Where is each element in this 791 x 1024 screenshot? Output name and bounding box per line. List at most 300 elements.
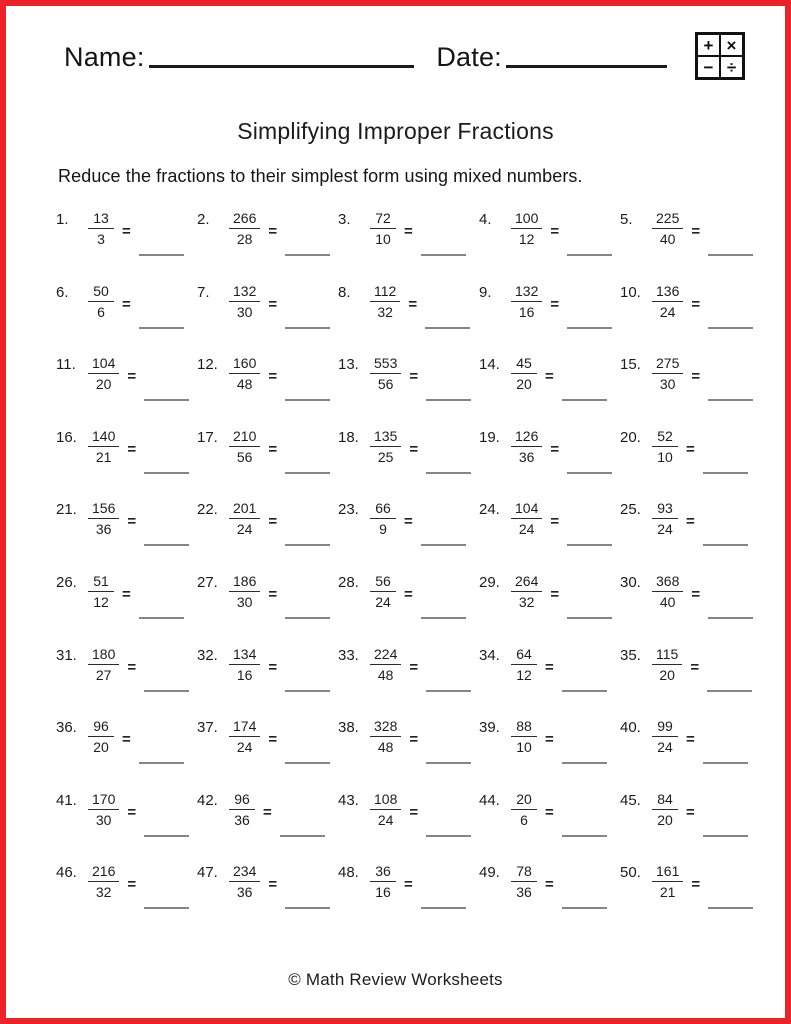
date-label: Date: xyxy=(436,42,502,72)
problem-number: 47. xyxy=(197,864,218,882)
equals-sign: = xyxy=(691,585,701,603)
equals-sign: = xyxy=(691,368,701,386)
problem-number: 8. xyxy=(338,283,351,301)
equals-sign: = xyxy=(404,876,413,894)
answer-blank[interactable] xyxy=(562,907,607,909)
fraction xyxy=(511,500,542,537)
equals-sign: = xyxy=(409,368,419,386)
fraction xyxy=(511,573,542,610)
problem-item xyxy=(479,710,620,783)
equals-sign: = xyxy=(268,876,278,894)
answer-blank[interactable] xyxy=(703,544,748,546)
problem-number: 22. xyxy=(197,501,218,519)
answer-blank[interactable] xyxy=(562,835,607,837)
fraction xyxy=(370,428,401,465)
problem-number: 25. xyxy=(620,501,641,519)
problem-number: 6. xyxy=(56,283,69,301)
name-line[interactable] xyxy=(149,65,415,68)
fraction-denominator: 20 xyxy=(516,376,532,393)
fraction-denominator: 30 xyxy=(236,303,253,320)
problem-item xyxy=(56,783,197,856)
fraction-denominator: 21 xyxy=(95,448,112,465)
fraction-numerator: 115 xyxy=(652,646,682,665)
problem-number: 41. xyxy=(56,791,77,809)
fraction-numerator: 134 xyxy=(229,646,260,665)
fraction-numerator: 368 xyxy=(652,573,683,592)
problem-number: 2. xyxy=(197,211,210,228)
fraction-numerator: 50 xyxy=(88,283,114,302)
answer-blank[interactable] xyxy=(426,762,471,764)
answer-blank[interactable] xyxy=(285,472,330,474)
answer-blank[interactable] xyxy=(139,254,184,256)
fraction-numerator: 45 xyxy=(511,355,537,374)
fraction-denominator: 24 xyxy=(659,303,676,320)
fraction xyxy=(88,428,119,465)
answer-blank[interactable] xyxy=(567,544,612,546)
answer-blank[interactable] xyxy=(426,690,471,692)
equals-sign: = xyxy=(404,513,413,531)
fraction-numerator: 36 xyxy=(370,863,396,882)
fraction-denominator: 24 xyxy=(657,739,673,756)
equals-sign: = xyxy=(691,295,701,313)
equals-sign: = xyxy=(550,440,560,458)
fraction-denominator: 36 xyxy=(516,884,532,901)
fraction-denominator: 36 xyxy=(518,448,535,465)
fraction xyxy=(370,573,396,610)
equals-sign: = xyxy=(404,585,413,603)
fraction-denominator: 56 xyxy=(236,448,253,465)
fraction-denominator: 3 xyxy=(97,231,105,248)
fraction xyxy=(370,355,401,392)
fraction-numerator: 140 xyxy=(88,428,119,447)
problem-item xyxy=(479,855,620,928)
answer-blank[interactable] xyxy=(285,399,330,401)
problem-number: 3. xyxy=(338,211,351,228)
answer-blank[interactable] xyxy=(285,617,330,619)
equals-sign: = xyxy=(690,658,700,676)
fraction xyxy=(370,863,396,900)
answer-blank[interactable] xyxy=(285,327,330,329)
equals-sign: = xyxy=(404,223,413,240)
problem-item xyxy=(620,565,761,638)
fraction-denominator: 40 xyxy=(659,231,676,248)
fraction-denominator: 24 xyxy=(236,739,253,756)
problem-item xyxy=(479,638,620,711)
footer-copyright: © Math Review Worksheets xyxy=(288,970,503,989)
equals-sign: = xyxy=(268,658,278,676)
fraction-denominator: 6 xyxy=(520,811,528,828)
problem-number: 42. xyxy=(197,791,218,809)
problem-item xyxy=(338,783,479,856)
equals-sign: = xyxy=(550,295,560,313)
answer-blank[interactable] xyxy=(144,472,189,474)
answer-blank[interactable] xyxy=(144,835,189,837)
fraction-numerator: 224 xyxy=(370,646,401,665)
instructions: Reduce the fractions to their simplest form using mixed numbers. xyxy=(58,166,583,186)
fraction-denominator: 30 xyxy=(659,376,676,393)
answer-blank[interactable] xyxy=(421,617,466,619)
problem-number: 9. xyxy=(479,283,492,301)
problem-number: 26. xyxy=(56,573,77,591)
fraction-numerator: 56 xyxy=(370,573,396,592)
fraction xyxy=(370,718,401,755)
fraction-numerator: 99 xyxy=(652,718,678,737)
fraction xyxy=(229,500,260,537)
multiply-icon: × xyxy=(721,35,742,55)
equals-sign: = xyxy=(691,223,701,240)
equals-sign: = xyxy=(409,803,419,821)
answer-blank[interactable] xyxy=(144,690,189,692)
problem-item xyxy=(338,347,479,420)
answer-blank[interactable] xyxy=(285,544,330,546)
problem-number: 13. xyxy=(338,356,359,374)
fraction xyxy=(511,646,537,683)
fraction xyxy=(370,283,400,320)
fraction xyxy=(229,355,260,392)
answer-blank[interactable] xyxy=(285,254,330,256)
problem-number: 24. xyxy=(479,501,500,519)
fraction-denominator: 20 xyxy=(659,666,675,683)
problem-item xyxy=(197,855,338,928)
answer-blank[interactable] xyxy=(708,907,753,909)
plus-icon: + xyxy=(698,35,719,55)
name-label: Name: xyxy=(64,42,145,72)
fraction-numerator: 20 xyxy=(511,791,537,810)
answer-blank[interactable] xyxy=(703,835,748,837)
problem-item xyxy=(197,492,338,565)
problem-item xyxy=(56,492,197,565)
problem-item xyxy=(338,855,479,928)
fraction xyxy=(229,428,260,465)
fraction-numerator: 160 xyxy=(229,355,260,374)
fraction xyxy=(652,500,678,537)
fraction-numerator: 100 xyxy=(511,210,542,229)
equals-sign: = xyxy=(550,585,560,603)
fraction xyxy=(511,863,537,900)
answer-blank[interactable] xyxy=(703,472,748,474)
fraction-denominator: 30 xyxy=(236,594,253,611)
fraction-denominator: 12 xyxy=(93,594,109,611)
problem-number: 37. xyxy=(197,719,218,737)
fraction-numerator: 112 xyxy=(370,283,400,302)
equals-sign: = xyxy=(263,803,272,821)
problem-item xyxy=(197,420,338,493)
fraction xyxy=(229,863,260,900)
answer-blank[interactable] xyxy=(139,617,184,619)
answer-blank[interactable] xyxy=(285,907,330,909)
fraction xyxy=(229,791,255,828)
problem-item xyxy=(479,275,620,348)
problem-item xyxy=(620,855,761,928)
fraction-numerator: 136 xyxy=(652,283,683,302)
fraction-numerator: 96 xyxy=(229,791,255,810)
answer-blank[interactable] xyxy=(703,762,748,764)
answer-blank[interactable] xyxy=(567,472,612,474)
fraction-numerator: 201 xyxy=(229,500,260,519)
equals-sign: = xyxy=(268,731,278,749)
divide-icon: ÷ xyxy=(721,57,742,77)
answer-blank[interactable] xyxy=(707,690,752,692)
answer-blank[interactable] xyxy=(567,254,612,256)
fraction-denominator: 48 xyxy=(236,376,253,393)
problem-number: 38. xyxy=(338,719,359,737)
fraction-denominator: 16 xyxy=(236,666,253,683)
fraction-numerator: 161 xyxy=(652,863,683,882)
fraction xyxy=(88,573,114,610)
fraction-denominator: 10 xyxy=(375,231,391,248)
answer-blank[interactable] xyxy=(421,254,466,256)
fraction-denominator: 24 xyxy=(657,521,673,538)
fraction-denominator: 16 xyxy=(375,884,391,901)
fraction-numerator: 234 xyxy=(229,863,260,882)
problem-item xyxy=(197,638,338,711)
problem-item xyxy=(620,492,761,565)
fraction xyxy=(229,573,260,610)
problem-number: 44. xyxy=(479,791,500,809)
answer-blank[interactable] xyxy=(708,617,753,619)
fraction xyxy=(370,500,396,537)
problem-item xyxy=(620,347,761,420)
fraction-denominator: 25 xyxy=(377,448,394,465)
fraction-denominator: 10 xyxy=(657,448,673,465)
answer-blank[interactable] xyxy=(708,399,753,401)
fraction xyxy=(229,718,260,755)
fraction-denominator: 32 xyxy=(518,594,535,611)
fraction xyxy=(652,791,678,828)
equals-sign: = xyxy=(545,368,554,386)
problem-number: 15. xyxy=(620,356,641,374)
problem-item xyxy=(620,638,761,711)
fraction-numerator: 52 xyxy=(652,428,678,447)
answer-blank[interactable] xyxy=(426,472,471,474)
fraction-denominator: 40 xyxy=(659,594,676,611)
fraction-denominator: 16 xyxy=(518,303,535,320)
answer-blank[interactable] xyxy=(285,690,330,692)
fraction xyxy=(370,646,401,683)
fraction-denominator: 20 xyxy=(93,739,109,756)
problem-number: 27. xyxy=(197,573,218,591)
problem-number: 31. xyxy=(56,646,77,664)
problem-number: 34. xyxy=(479,646,500,664)
problem-number: 49. xyxy=(479,864,500,882)
fraction-denominator: 24 xyxy=(375,594,391,611)
problem-number: 4. xyxy=(479,211,492,228)
answer-blank[interactable] xyxy=(144,399,189,401)
problem-item xyxy=(620,710,761,783)
page-title: Simplifying Improper Fractions xyxy=(237,118,554,144)
fraction-numerator: 132 xyxy=(229,283,260,302)
answer-blank[interactable] xyxy=(567,617,612,619)
fraction xyxy=(652,863,683,900)
equals-sign: = xyxy=(127,658,137,676)
problem-number: 48. xyxy=(338,864,359,882)
math-operations-icon xyxy=(695,32,745,80)
problem-number: 11. xyxy=(56,356,76,374)
fraction-denominator: 48 xyxy=(377,666,394,683)
fraction xyxy=(652,283,683,320)
problem-number: 16. xyxy=(56,428,77,446)
problem-number: 50. xyxy=(620,864,641,882)
equals-sign: = xyxy=(122,295,131,313)
answer-blank[interactable] xyxy=(426,835,471,837)
fraction xyxy=(88,863,119,900)
fraction xyxy=(370,791,401,828)
fraction-denominator: 21 xyxy=(659,884,676,901)
problem-item xyxy=(338,420,479,493)
header xyxy=(64,44,667,71)
problem-item xyxy=(56,347,197,420)
fraction-denominator: 30 xyxy=(95,811,112,828)
fraction-denominator: 9 xyxy=(379,521,387,538)
fraction-numerator: 66 xyxy=(370,500,396,519)
fraction-numerator: 132 xyxy=(511,283,542,302)
equals-sign: = xyxy=(127,876,137,894)
problem-item xyxy=(338,638,479,711)
problem-item xyxy=(338,202,479,275)
problem-number: 29. xyxy=(479,573,500,591)
fraction xyxy=(88,500,119,537)
fraction xyxy=(229,283,260,320)
answer-blank[interactable] xyxy=(562,690,607,692)
problem-number: 19. xyxy=(479,428,500,446)
problem-item xyxy=(56,420,197,493)
answer-blank[interactable] xyxy=(285,762,330,764)
equals-sign: = xyxy=(127,513,137,531)
equals-sign: = xyxy=(686,731,695,749)
problem-number: 18. xyxy=(338,428,359,446)
fraction xyxy=(652,646,682,683)
answer-blank[interactable] xyxy=(708,254,753,256)
problem-number: 43. xyxy=(338,791,359,809)
fraction-denominator: 56 xyxy=(377,376,394,393)
equals-sign: = xyxy=(122,731,131,749)
problem-item xyxy=(620,783,761,856)
fraction-numerator: 174 xyxy=(229,718,260,737)
problems-grid xyxy=(56,202,761,928)
fraction-denominator: 12 xyxy=(518,231,535,248)
fraction-numerator: 88 xyxy=(511,718,537,737)
fraction-numerator: 180 xyxy=(88,646,119,665)
fraction-numerator: 553 xyxy=(370,355,401,374)
answer-blank[interactable] xyxy=(144,907,189,909)
equals-sign: = xyxy=(550,223,560,240)
equals-sign: = xyxy=(545,658,554,676)
problem-number: 1. xyxy=(56,211,69,228)
answer-blank[interactable] xyxy=(144,544,189,546)
answer-blank[interactable] xyxy=(280,835,325,837)
equals-sign: = xyxy=(127,368,137,386)
fraction-numerator: 135 xyxy=(370,428,401,447)
equals-sign: = xyxy=(268,585,278,603)
equals-sign: = xyxy=(268,295,278,313)
fraction xyxy=(370,210,396,247)
fraction xyxy=(652,355,683,392)
fraction-numerator: 104 xyxy=(511,500,542,519)
problem-number: 35. xyxy=(620,646,641,664)
problem-item xyxy=(479,565,620,638)
fraction-denominator: 6 xyxy=(97,303,105,320)
fraction-numerator: 72 xyxy=(370,210,396,229)
fraction xyxy=(88,791,119,828)
equals-sign: = xyxy=(268,223,278,240)
fraction-numerator: 13 xyxy=(88,210,114,229)
problem-number: 10. xyxy=(620,283,641,301)
answer-blank[interactable] xyxy=(562,399,607,401)
answer-blank[interactable] xyxy=(139,762,184,764)
problem-item xyxy=(479,492,620,565)
problem-number: 23. xyxy=(338,501,359,519)
problem-number: 30. xyxy=(620,573,641,591)
fraction-numerator: 84 xyxy=(652,791,678,810)
fraction-numerator: 186 xyxy=(229,573,260,592)
problem-item xyxy=(197,202,338,275)
problem-number: 33. xyxy=(338,646,359,664)
problem-number: 7. xyxy=(197,283,210,301)
fraction-denominator: 27 xyxy=(95,666,112,683)
problem-item xyxy=(479,783,620,856)
fraction-numerator: 225 xyxy=(652,210,683,229)
fraction-numerator: 93 xyxy=(652,500,678,519)
problem-item xyxy=(56,565,197,638)
problem-item xyxy=(620,202,761,275)
fraction-numerator: 275 xyxy=(652,355,683,374)
answer-blank[interactable] xyxy=(426,399,471,401)
fraction-denominator: 36 xyxy=(95,521,112,538)
answer-blank[interactable] xyxy=(421,544,466,546)
fraction-numerator: 108 xyxy=(370,791,401,810)
fraction xyxy=(652,428,678,465)
problem-item xyxy=(620,420,761,493)
answer-blank[interactable] xyxy=(139,327,184,329)
answer-blank[interactable] xyxy=(708,327,753,329)
equals-sign: = xyxy=(550,513,560,531)
answer-blank[interactable] xyxy=(425,327,470,329)
answer-blank[interactable] xyxy=(567,327,612,329)
fraction xyxy=(88,718,114,755)
equals-sign: = xyxy=(122,585,131,603)
problem-item xyxy=(56,638,197,711)
problem-item xyxy=(197,565,338,638)
fraction-denominator: 36 xyxy=(236,884,253,901)
fraction-numerator: 64 xyxy=(511,646,537,665)
answer-blank[interactable] xyxy=(421,907,466,909)
problem-number: 40. xyxy=(620,719,641,737)
problem-item xyxy=(479,347,620,420)
fraction-numerator: 170 xyxy=(88,791,119,810)
problem-number: 14. xyxy=(479,356,500,374)
fraction xyxy=(511,355,537,392)
fraction-denominator: 20 xyxy=(657,811,673,828)
equals-sign: = xyxy=(409,731,419,749)
date-line[interactable] xyxy=(506,65,667,68)
problem-number: 17. xyxy=(197,428,218,446)
fraction-denominator: 12 xyxy=(516,666,532,683)
problem-item xyxy=(620,275,761,348)
equals-sign: = xyxy=(545,731,554,749)
problem-number: 45. xyxy=(620,791,641,809)
problem-item xyxy=(338,492,479,565)
problem-item xyxy=(197,347,338,420)
answer-blank[interactable] xyxy=(562,762,607,764)
fraction xyxy=(88,210,114,247)
fraction-denominator: 24 xyxy=(377,811,394,828)
problem-item xyxy=(197,783,338,856)
equals-sign: = xyxy=(409,658,419,676)
fraction-numerator: 156 xyxy=(88,500,119,519)
problem-item xyxy=(338,565,479,638)
fraction xyxy=(511,210,542,247)
equals-sign: = xyxy=(268,513,278,531)
